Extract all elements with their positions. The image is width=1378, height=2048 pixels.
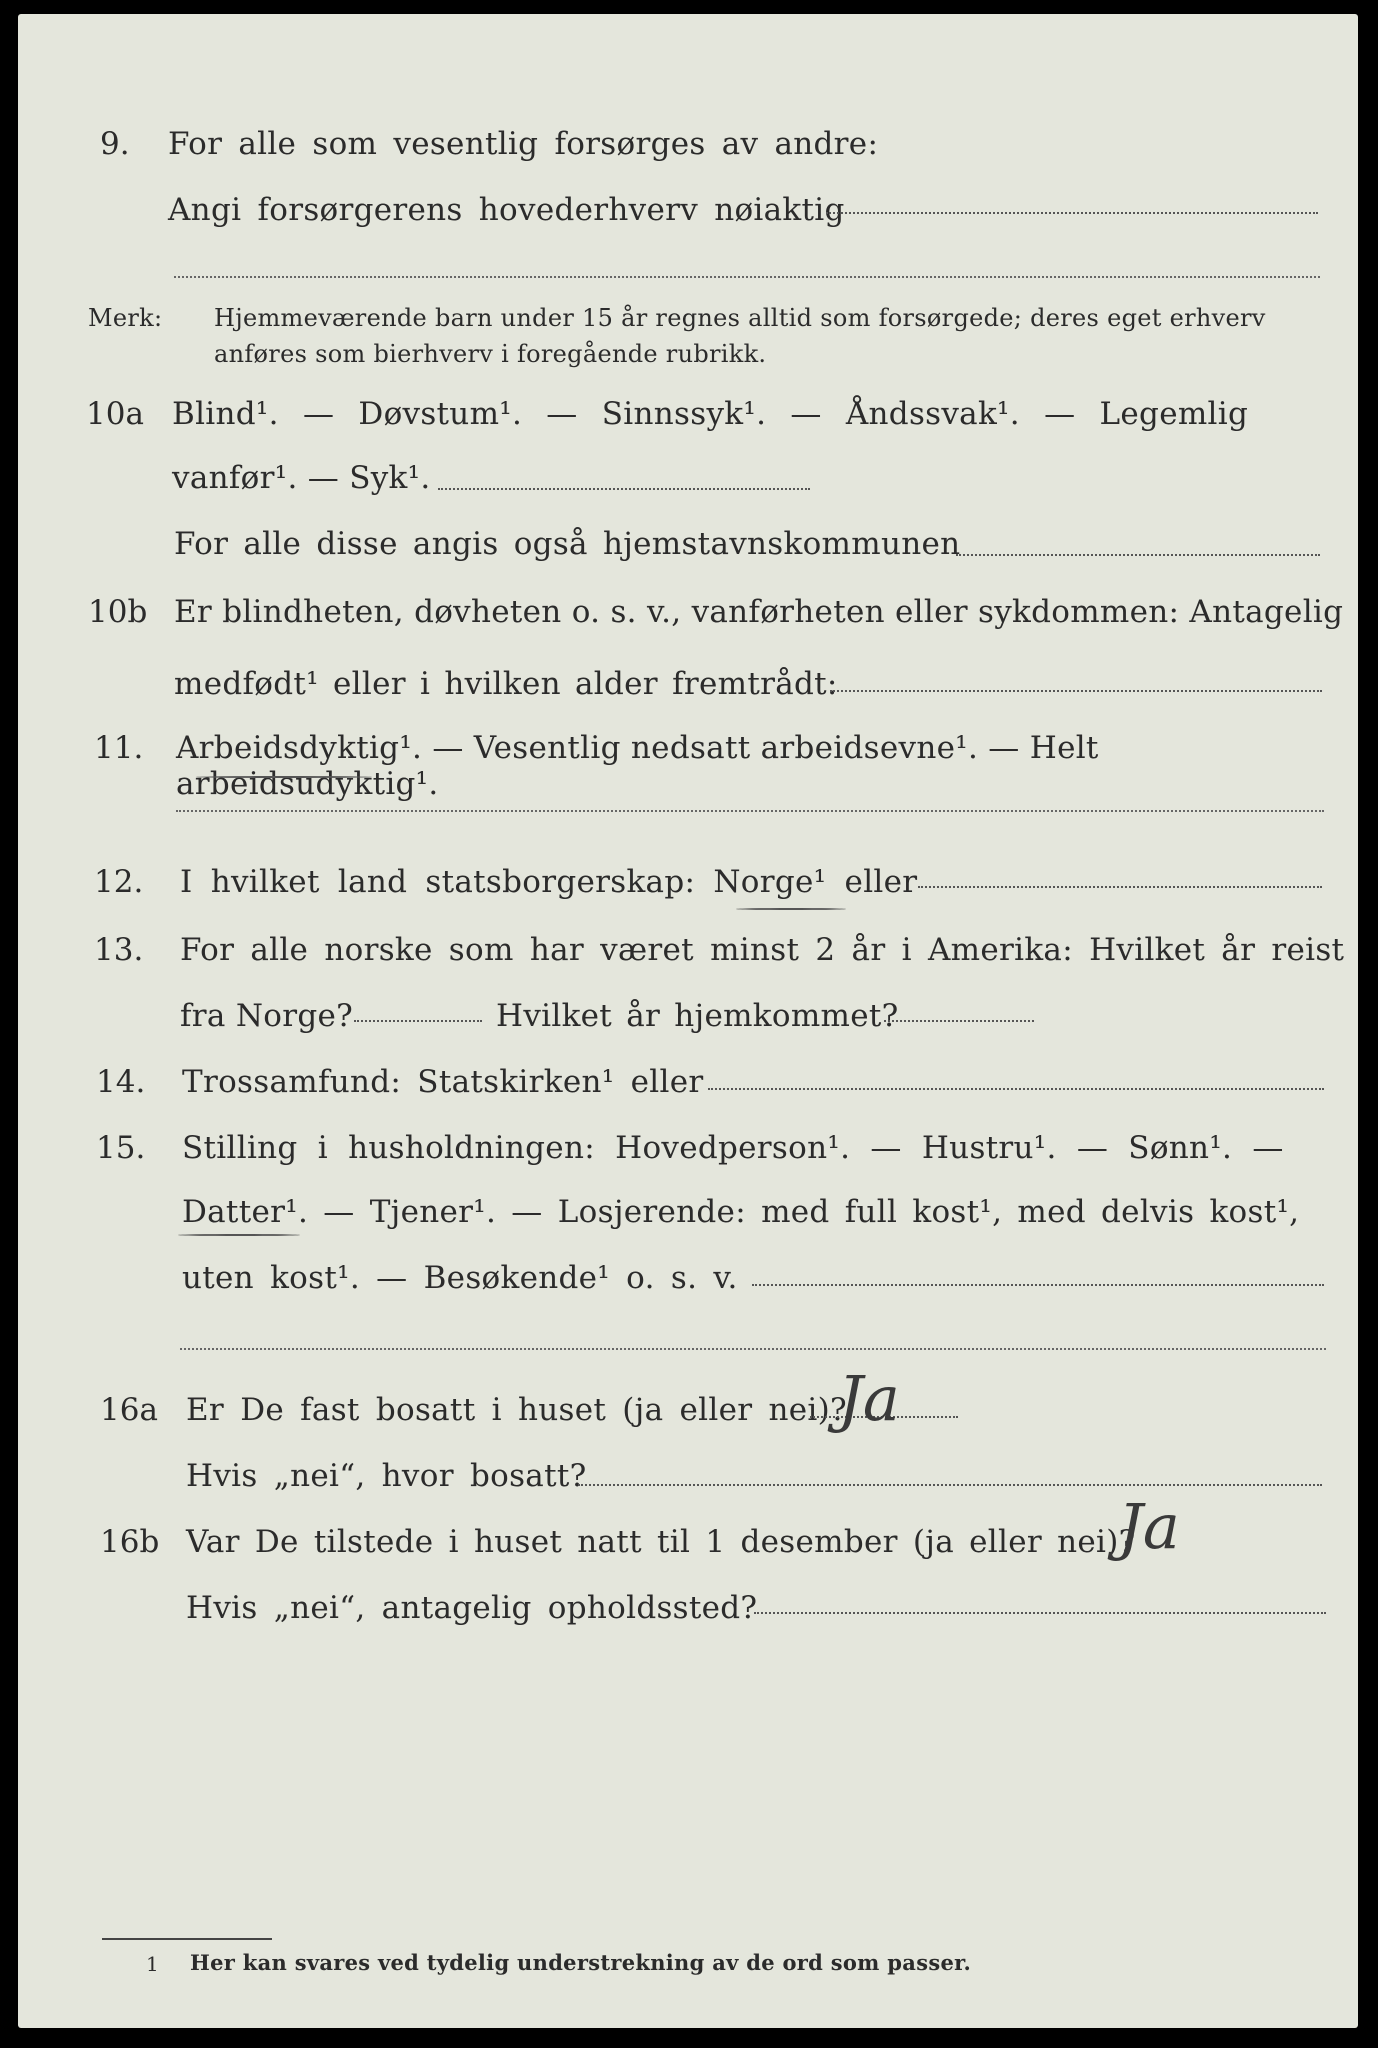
q16a-text-1: Er De fast bosatt i huset (ja eller nei)? xyxy=(186,1392,847,1428)
q10b-text-1: Er blindheten, døvheten o. s. v., vanførheten eller sykdommen: Antagelig xyxy=(174,594,1344,630)
q10b-answer-line[interactable] xyxy=(830,690,1322,692)
footnote-rule xyxy=(102,1938,272,1940)
q16a-number: 16a xyxy=(100,1392,158,1428)
q16a-text-2: Hvis „nei“, hvor bosatt? xyxy=(186,1458,587,1494)
q10a-number: 10a xyxy=(86,396,144,432)
q16b-text-1: Var De tilstede i huset natt til 1 desember (ja eller nei)? xyxy=(186,1524,1136,1560)
q15-text-2: Datter¹. — Tjener¹. — Losjerende: med full kost¹, med delvis kost¹, xyxy=(182,1194,1300,1230)
q13-reist-line[interactable] xyxy=(354,1020,482,1022)
merk-text-2: anføres som bierhverv i foregående rubrikk. xyxy=(214,340,767,368)
q11-extra-line[interactable] xyxy=(176,810,1324,812)
q12-text-1: I hvilket land statsborgerskap: Norge¹ eller xyxy=(180,864,918,900)
q13-hjemkommet-line[interactable] xyxy=(884,1020,1034,1022)
q14-text-1: Trossamfund: Statskirken¹ eller xyxy=(182,1064,704,1100)
q9-answer-line[interactable] xyxy=(826,212,1318,214)
merk-label: Merk: xyxy=(88,304,163,332)
q15-underline-mark xyxy=(178,1234,300,1236)
q9-number: 9. xyxy=(100,126,130,162)
q15-extra-line[interactable] xyxy=(180,1348,1326,1350)
q13-text-2a: fra Norge? xyxy=(180,998,354,1034)
q11-text-1: Arbeidsdyktig¹. — Vesentlig nedsatt arbeidsevne¹. — Helt arbeidsudyktig¹. xyxy=(176,730,1099,802)
q9-text-2: Angi forsørgerens hovederhverv nøiaktig xyxy=(168,192,845,228)
footnote-text: Her kan svares ved tydelig understrekning av de ord som passer. xyxy=(190,1950,972,1975)
census-form-page xyxy=(18,14,1358,2028)
q9-extra-line[interactable] xyxy=(174,276,1320,278)
q16b-number: 16b xyxy=(100,1524,160,1560)
q11-number: 11. xyxy=(94,730,144,766)
q15-text-3: uten kost¹. — Besøkende¹ o. s. v. xyxy=(182,1260,738,1296)
q14-answer-line[interactable] xyxy=(708,1088,1324,1090)
q10a-answer-line[interactable] xyxy=(438,488,810,490)
q9-text-1: For alle som vesentlig forsørges av andre: xyxy=(168,126,879,162)
q14-number: 14. xyxy=(96,1064,146,1100)
q12-underline-mark xyxy=(736,908,846,910)
q15-text-1: Stilling i husholdningen: Hovedperson¹. — Hustru¹. — Sønn¹. — xyxy=(182,1130,1284,1166)
q16a-bosatt-line[interactable] xyxy=(578,1484,1322,1486)
q16b-opholdssted-line[interactable] xyxy=(754,1612,1326,1614)
q16b-text-2: Hvis „nei“, antagelig opholdssted? xyxy=(186,1590,758,1626)
q13-number: 13. xyxy=(94,932,144,968)
q16a-handwritten-answer: Ja xyxy=(838,1362,900,1435)
q15-number: 15. xyxy=(96,1130,146,1166)
merk-text-1: Hjemmeværende barn under 15 år regnes alltid som forsørgede; deres eget erhverv xyxy=(214,304,1266,332)
q13-text-2b: Hvilket år hjemkommet? xyxy=(496,998,899,1034)
q10a-kommune-line[interactable] xyxy=(956,554,1320,556)
q16b-handwritten-answer: Ja xyxy=(1118,1490,1180,1563)
footnote-mark: 1 xyxy=(146,1952,160,1976)
q12-number: 12. xyxy=(94,864,144,900)
q10a-text-1: Blind¹. — Døvstum¹. — Sinnssyk¹. — Åndssvak¹. — Legemlig xyxy=(172,396,1249,432)
q10a-text-3: For alle disse angis også hjemstavnskommunen xyxy=(174,526,961,562)
q10a-text-2: vanfør¹. — Syk¹. xyxy=(172,460,431,496)
q15-answer-line[interactable] xyxy=(752,1284,1324,1286)
q13-text-1: For alle norske som har været minst 2 år i Amerika: Hvilket år reist xyxy=(180,932,1345,968)
q10b-number: 10b xyxy=(88,594,148,630)
q11-underline-mark xyxy=(196,776,372,778)
q12-answer-line[interactable] xyxy=(918,886,1322,888)
q10b-text-2: medfødt¹ eller i hvilken alder fremtrådt: xyxy=(174,666,838,702)
